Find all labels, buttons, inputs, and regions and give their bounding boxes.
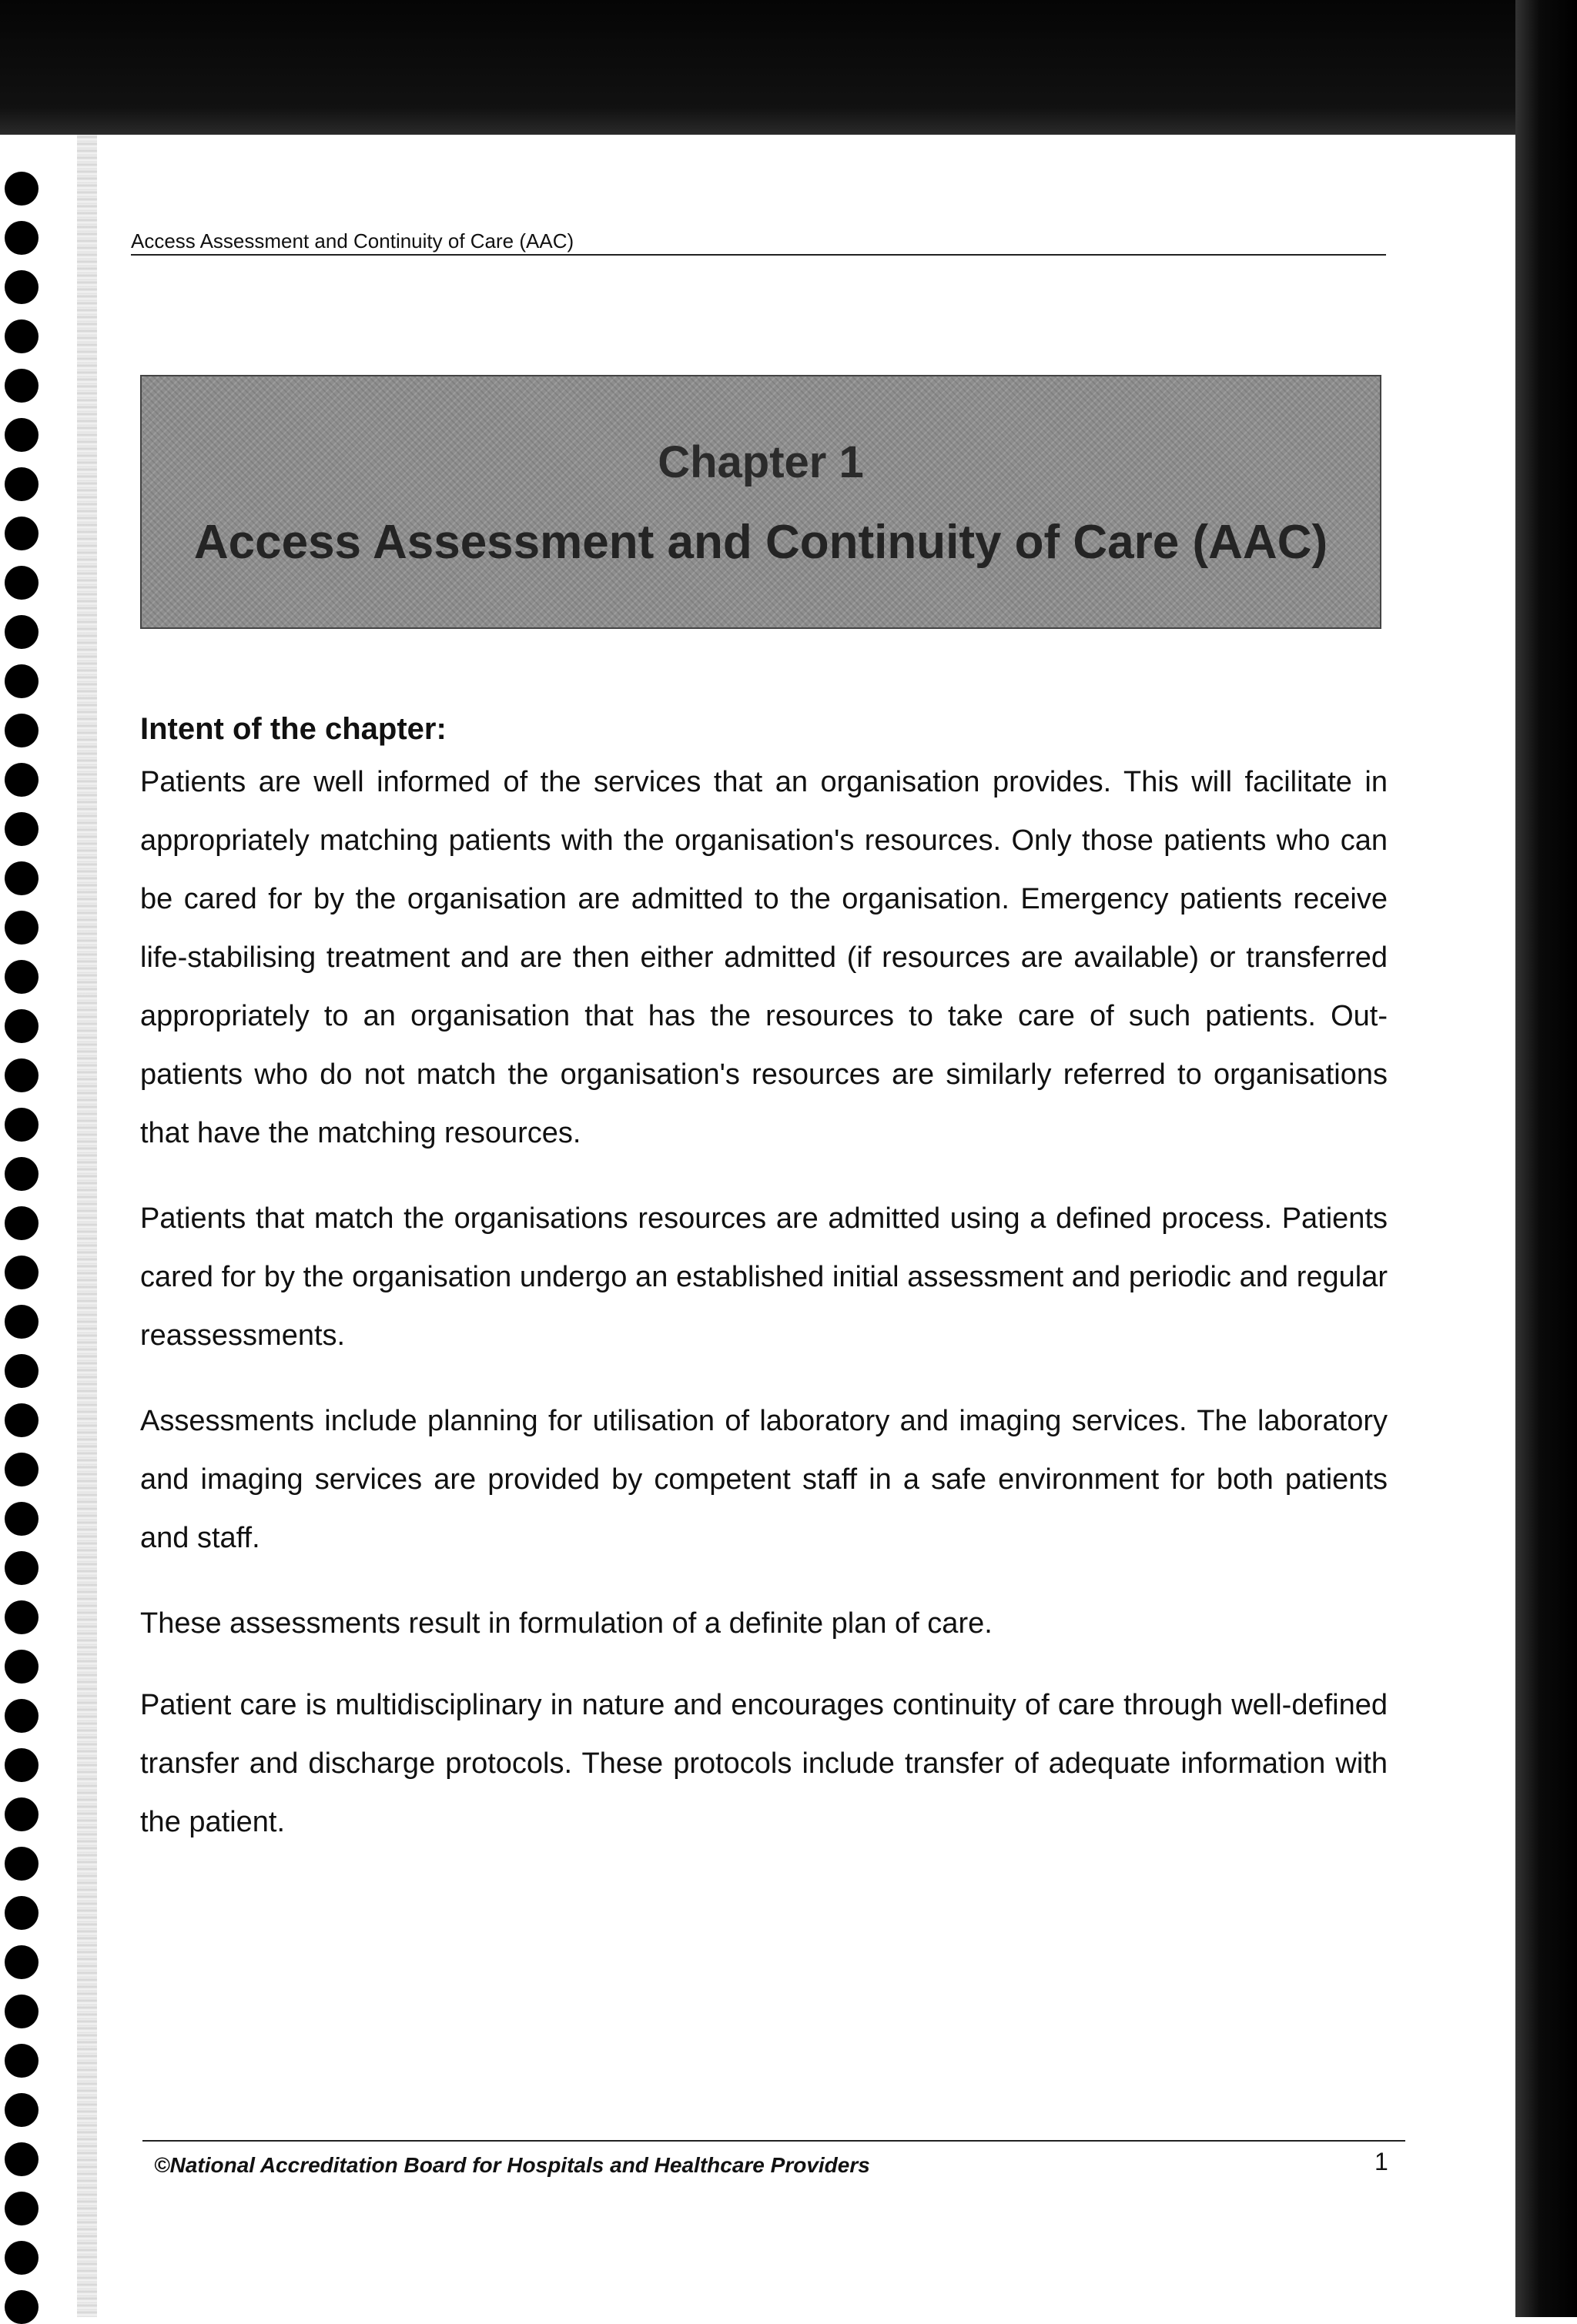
intent-paragraph: Patients are well informed of the services that an organisation provides. This will facilitate in appropriately matching patients with the organisation's resources. Only those patients who can be cared for by the organisation are admitted to the organisation. Emergency patients receive life-stabilising treatment and are then either admitted (if resources are available) or transferred appropriately to an organisation that has the resources to take care of such patients. Out-patients who do not match the organisation's resources are similarly referred to organisations that have the matching resources. xyxy=(140,766,1388,1149)
binding-hole xyxy=(5,1699,39,1733)
binding-hole xyxy=(5,1009,39,1043)
intent-paragraph: Assessments include planning for utilisation of laboratory and imaging services. The laboratory and imaging services are provided by competent staff in a safe environment for both patients and staff. xyxy=(140,1405,1388,1554)
binding-hole xyxy=(5,911,39,945)
header-rule xyxy=(131,254,1386,256)
binding-hole xyxy=(5,1108,39,1142)
binding-hole xyxy=(5,1650,39,1684)
binding-hole xyxy=(5,172,39,206)
page-number: 1 xyxy=(1374,2148,1388,2175)
binding-hole xyxy=(5,2192,39,2225)
intent-paragraph: Patients that match the organisations resources are admitted using a defined process. Patients cared for by the organisation undergo an established initial assessment and periodic and regular reassessments. xyxy=(140,1202,1388,1352)
binding-hole xyxy=(5,270,39,304)
chapter-intent xyxy=(140,712,1388,1878)
binding-hole xyxy=(5,566,39,600)
binding-hole xyxy=(5,2093,39,2127)
binding-hole xyxy=(5,1305,39,1339)
binding-hole xyxy=(5,960,39,994)
binding-hole xyxy=(5,1502,39,1536)
binding-hole xyxy=(5,1256,39,1289)
intent-heading: Intent of the chapter: xyxy=(140,712,447,746)
binding-hole xyxy=(5,1797,39,1831)
binding-hole xyxy=(5,1354,39,1388)
binding-hole xyxy=(5,1058,39,1092)
binding-hole xyxy=(5,1600,39,1634)
binding-hole xyxy=(5,1748,39,1782)
binding-hole xyxy=(5,2241,39,2275)
running-header: Access Assessment and Continuity of Care (AAC) xyxy=(131,229,574,252)
binding-hole xyxy=(5,1551,39,1585)
scan-shadow-right xyxy=(1515,0,1577,2317)
footer-rule xyxy=(142,2140,1405,2142)
binding-hole xyxy=(5,861,39,895)
spiral-binding xyxy=(0,135,108,2317)
chapter-label: Chapter 1 xyxy=(658,437,864,487)
binding-hole xyxy=(5,664,39,698)
footer-copyright: ©National Accreditation Board for Hospitals and Healthcare Providers xyxy=(154,2153,870,2177)
binding-hole xyxy=(5,1896,39,1930)
binding-hole xyxy=(5,1453,39,1486)
binding-hole xyxy=(5,1403,39,1437)
binding-hole xyxy=(5,2044,39,2078)
binding-hole xyxy=(5,418,39,452)
binding-hole xyxy=(5,812,39,846)
binding-hole xyxy=(5,1995,39,2028)
binding-hole xyxy=(5,2290,39,2324)
binding-hole xyxy=(5,763,39,797)
binding-hole xyxy=(5,615,39,649)
binding-hole xyxy=(5,1945,39,1979)
binding-hole xyxy=(5,714,39,747)
binding-hole xyxy=(5,319,39,353)
chapter-title: Access Assessment and Continuity of Care (AAC) xyxy=(193,516,1328,569)
binding-hole xyxy=(5,1206,39,1240)
chapter-banner xyxy=(140,375,1381,629)
binding-hole xyxy=(5,517,39,550)
binding-hole xyxy=(5,2142,39,2176)
binding-hole xyxy=(5,221,39,255)
binding-hole xyxy=(5,1847,39,1881)
binding-hole xyxy=(5,369,39,403)
scan-shadow-top xyxy=(0,0,1577,135)
binding-hole xyxy=(5,467,39,501)
binding-hole xyxy=(5,1157,39,1191)
page-edge-stack xyxy=(77,135,97,2317)
intent-paragraph: These assessments result in formulation of a definite plan of care. xyxy=(140,1607,993,1640)
intent-paragraph: Patient care is multidisciplinary in nature and encourages continuity of care through well-defined transfer and discharge protocols. These protocols include transfer of adequate information with the patient. xyxy=(140,1689,1388,1838)
